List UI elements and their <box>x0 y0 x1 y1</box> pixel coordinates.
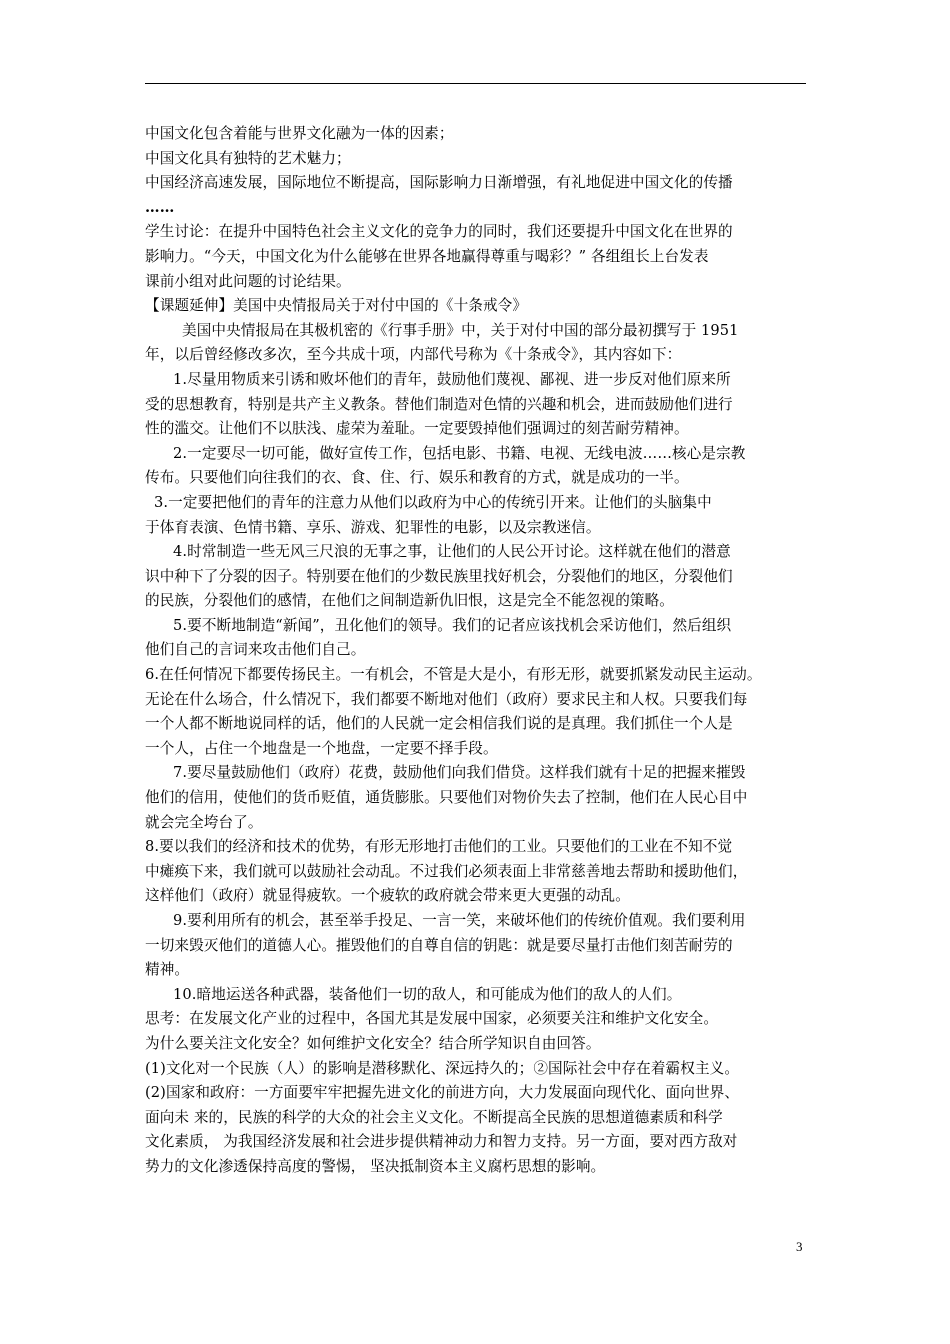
text-line: 传布。只要他们向往我们的衣、食、住、行、娱乐和教育的方式，就是成功的一半。 <box>145 469 689 487</box>
text-line: (1)文化对一个民族（人）的影响是潜移默化、深远持久的；②国际社会中存在着霸权主义。 <box>145 1059 740 1077</box>
text-line: 2.一定要尽一切可能，做好宣传工作，包括电影、书籍、电视、无线电波……核心是宗教 <box>173 444 746 462</box>
text-line: 这样他们（政府）就显得疲软。一个疲软的政府就会带来更大更强的动乱。 <box>145 887 630 905</box>
text-line: 1.尽量用物质来引诱和败坏他们的青年，鼓励他们蔑视、鄙视、进一步反对他们原来所 <box>173 370 731 388</box>
text-line: 中国经济高速发展，国际地位不断提高，国际影响力日渐增强，有礼地促进中国文化的传播 <box>145 174 733 192</box>
document-body <box>145 122 815 1180</box>
text-line: 文化素质， 为我国经济发展和社会进步提供精神动力和智力支持。另一方面，要对西方敌对 <box>145 1133 738 1151</box>
text-line: 学生讨论：在提升中国特色社会主义文化的竞争力的同时，我们还要提升中国文化在世界的 <box>145 223 733 241</box>
text-line: 课前小组对此问题的讨论结果。 <box>145 272 351 290</box>
text-line: 为什么要关注文化安全？如何维护文化安全？结合所学知识自由回答。 <box>145 1034 601 1052</box>
text-line: 中国文化具有独特的艺术魅力； <box>145 149 351 167</box>
text-line: 7.要尽量鼓励他们（政府）花费，鼓励他们向我们借贷。这样我们就有十足的把握来摧毁 <box>173 764 746 782</box>
text-line: 美国中央情报局在其极机密的《行事手册》中，关于对付中国的部分最初撰写于 1951 <box>182 321 739 339</box>
text-line: 一个人，占住一个地盘是一个地盘，一定要不择手段。 <box>145 739 498 757</box>
text-line: 受的思想教育，特别是共产主义教条。替他们制造对色情的兴趣和机会，进而鼓励他们进行 <box>145 395 733 413</box>
text-line: 8.要以我们的经济和技术的优势，有形无形地打击他们的工业。只要他们的工业在不知不觉 <box>145 838 733 856</box>
text-line: 5.要不断地制造“新闻”，丑化他们的领导。我们的记者应该找机会采访他们，然后组织 <box>173 616 732 634</box>
text-line: 的民族，分裂他们的感情，在他们之间制造新仇旧恨，这是完全不能忽视的策略。 <box>145 592 674 610</box>
text-line: 就会完全垮台了。 <box>145 813 263 831</box>
text-line: …… <box>145 198 175 216</box>
text-line: 中国文化包含着能与世界文化融为一体的因素； <box>145 125 454 142</box>
text-line: 势力的文化渗透保持高度的警惕， 坚决抵制资本主义腐朽思想的影响。 <box>145 1157 606 1175</box>
page-number: 3 <box>796 1239 803 1254</box>
text-line: (2)国家和政府：一方面要牢牢把握先进文化的前进方向，大力发展面向现代化、面向世界、 <box>145 1084 740 1102</box>
text-line: 9.要利用所有的机会，甚至举手投足、一言一笑，来破坏他们的传统价值观。我们要利用 <box>173 912 746 929</box>
text-line: 面向未 来的，民族的科学的大众的社会主义文化。不断提高全民族的思想道德素质和科学 <box>145 1108 723 1126</box>
text-line: 影响力。“今天，中国文化为什么能够在世界各地赢得尊重与喝彩？” 各组组长上台发表 <box>145 247 709 265</box>
text-line: 精神。 <box>145 961 190 979</box>
text-line: 10.暗地运送各种武器，装备他们一切的敌人，和可能成为他们的敌人的人们。 <box>173 985 682 1003</box>
text-line: 6.在任何情况下都要传扬民主。一有机会，不管是大是小，有形无形，就要抓紧发动民主运动。 <box>145 666 762 684</box>
text-line: 年，以后曾经修改多次，至今共成十项，内部代号称为《十条戒令》，其内容如下： <box>145 346 682 364</box>
text-line: 无论在什么场合，什么情况下，我们都要不断地对他们（政府）要求民主和人权。只要我们每 <box>145 690 748 708</box>
text-line: 识中种下了分裂的因子。特别要在他们的少数民族里找好机会，分裂他们的地区，分裂他们 <box>145 567 733 585</box>
text-line: 思考：在发展文化产业的过程中，各国尤其是发展中国家，必须要关注和维护文化安全。 <box>145 1010 719 1028</box>
header-rule <box>145 83 806 84</box>
text-line: 一个人都不断地说同样的话，他们的人民就一定会相信我们说的是真理。我们抓住一个人是 <box>145 715 733 733</box>
text-line: 于体育表演、色情书籍、享乐、游戏、犯罪性的电影，以及宗教迷信。 <box>145 518 601 536</box>
text-line: 一切来毁灭他们的道德人心。摧毁他们的自尊自信的钥匙：就是要尽量打击他们刻苦耐劳的 <box>145 936 733 954</box>
text-line: 性的滥交。让他们不以肤浅、虚荣为羞耻。一定要毁掉他们强调过的刻苦耐劳精神。 <box>145 420 689 438</box>
text-line: 中瘫痪下来，我们就可以鼓励社会动乱。不过我们必须表面上非常慈善地去帮助和援助他们， <box>145 862 748 880</box>
text-line: 3.一定要把他们的青年的注意力从他们以政府为中心的传统引开来。让他们的头脑集中 <box>154 493 712 511</box>
text-line: 他们的信用，使他们的货币贬值，通货膨胀。只要他们对物价失去了控制，他们在人民心目中 <box>145 789 748 807</box>
text-line: 他们自己的言词来攻击他们自己。 <box>145 641 366 659</box>
section-heading: 【课题延伸】美国中央情报局关于对付中国的《十条戒令》 <box>145 297 528 315</box>
text-line: 4.时常制造一些无风三尺浪的无事之事，让他们的人民公开讨论。这样就在他们的潜意 <box>173 543 731 561</box>
